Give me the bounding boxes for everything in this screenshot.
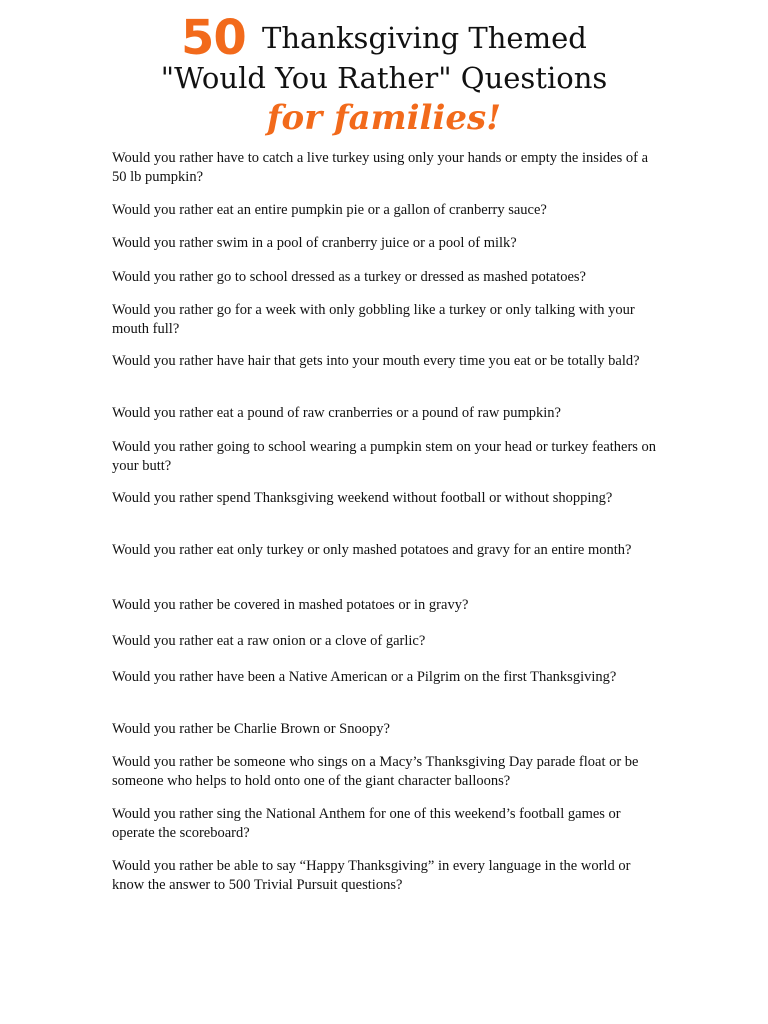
question-item: Would you rather have been a Native American or a Pilgrim on the first Thanksgiving? (112, 669, 617, 685)
question-item: Would you rather have to catch a live turkey using only your hands or empty the insides of a 50 lb pumpkin? (112, 150, 649, 185)
title-line-1: Thanksgiving Themed (262, 21, 587, 55)
question-item: Would you rather going to school wearing a pumpkin stem on your head or turkey feathers on your butt? (112, 439, 657, 474)
question-item: Would you rather eat an entire pumpkin pie or a gallon of cranberry sauce? (112, 202, 547, 218)
question-item: Would you rather sing the National Anthem for one of this weekend’s football games or operate the scoreboard? (112, 806, 621, 841)
question-item: Would you rather go for a week with only gobbling like a turkey or only talking with your mouth full? (112, 302, 635, 337)
title-line-2: "Would You Rather" Questions (160, 61, 608, 95)
question-item: Would you rather eat a raw onion or a clove of garlic? (112, 633, 426, 649)
question-item: Would you rather be Charlie Brown or Snoopy? (112, 721, 390, 737)
question-item: Would you rather be covered in mashed potatoes or in gravy? (112, 597, 469, 613)
question-item: Would you rather be someone who sings on a Macy’s Thanksgiving Day parade float or be someone who helps to hold onto one of the giant character balloons? (112, 754, 639, 789)
question-item: Would you rather be able to say “Happy Thanksgiving” in every language in the world or know the answer to 500 Trivial Pursuit questions? (112, 858, 631, 893)
title-number: 50 (181, 10, 246, 66)
title-subtitle: for families! (266, 98, 502, 138)
question-item: Would you rather go to school dressed as a turkey or dressed as mashed potatoes? (112, 269, 586, 285)
question-item: Would you rather eat only turkey or only mashed potatoes and gravy for an entire month? (112, 542, 632, 558)
question-item: Would you rather spend Thanksgiving weekend without football or without shopping? (112, 490, 613, 506)
page-header (0, 0, 768, 145)
question-item: Would you rather have hair that gets into your mouth every time you eat or be totally bald? (112, 353, 640, 369)
question-item: Would you rather eat a pound of raw cranberries or a pound of raw pumpkin? (112, 405, 561, 421)
question-item: Would you rather swim in a pool of cranberry juice or a pool of milk? (112, 235, 517, 251)
